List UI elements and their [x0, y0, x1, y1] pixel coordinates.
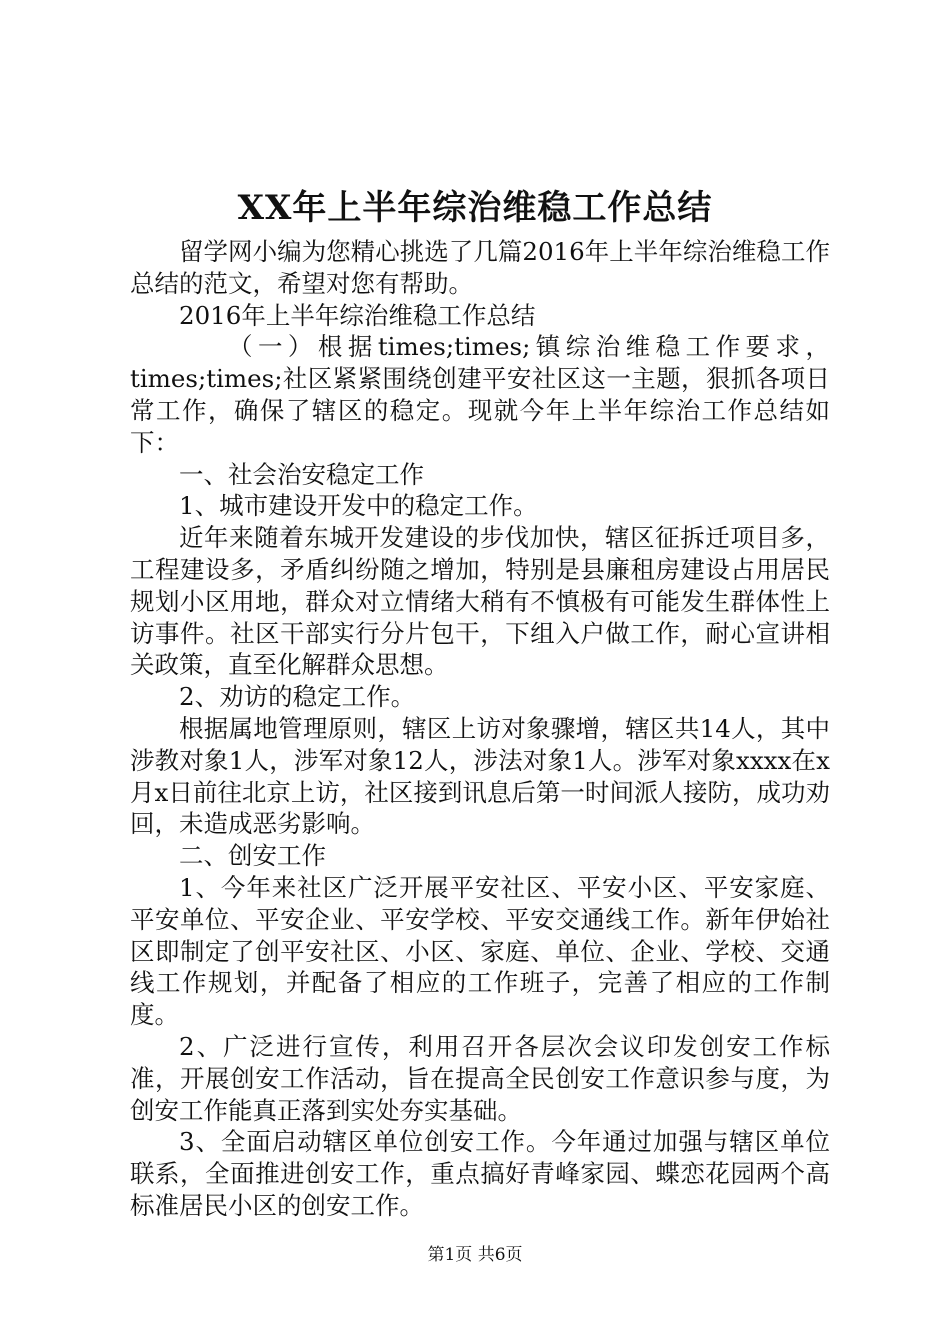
- paragraph: 1、今年来社区广泛开展平安社区、平安小区、平安家庭、平安单位、平安企业、平安学校、平安交通线工作。新年伊始社区即制定了创平安社区、小区、家庭、单位、企业、学校、交通线工作规划，并配备了相应的工作班子，完善了相应的工作制度。: [130, 872, 830, 1030]
- section-heading: 一、社会治安稳定工作: [179, 459, 424, 489]
- document-title: XX年上半年综治维稳工作总结: [237, 188, 713, 228]
- paragraph: （一）根据times;times;镇综治维稳工作要求，times;times;社区紧紧围绕创建平安社区这一主题，狠抓各项日常工作，确保了辖区的稳定。现就今年上半年综治工作总结如下：: [130, 332, 830, 457]
- section-heading: 2016年上半年综治维稳工作总结: [179, 300, 536, 330]
- intro-paragraph: 留学网小编为您精心挑选了几篇2016年上半年综治维稳工作总结的范文，希望对您有帮助。: [130, 237, 830, 298]
- subsection-heading: 2、劝访的稳定工作。: [179, 682, 416, 712]
- paragraph: 根据属地管理原则，辖区上访对象骤增，辖区共14人，其中涉教对象1人，涉军对象12人，涉法对象1人。涉军对象xxxx在x月x日前往北京上访，社区接到讯息后第一时间派人接防，成功劝回，未造成恶劣影响。: [130, 713, 830, 839]
- section-heading: 二、创安工作: [179, 841, 326, 871]
- paragraph: 2、广泛进行宣传，利用召开各层次会议印发创安工作标准，开展创安工作活动，旨在提高全民创安工作意识参与度，为创安工作能真正落到实处夯实基础。: [130, 1031, 830, 1125]
- subsection-heading: 1、城市建设开发中的稳定工作。: [179, 491, 538, 521]
- paragraph: 3、全面启动辖区单位创安工作。今年通过加强与辖区单位联系，全面推进创安工作，重点搞好青峰家园、蝶恋花园两个高标准居民小区的创安工作。: [130, 1127, 830, 1220]
- paragraph: 近年来随着东城开发建设的步伐加快，辖区征拆迁项目多，工程建设多，矛盾纠纷随之增加，特别是县廉租房建设占用居民规划小区用地，群众对立情绪大稍有不慎极有可能发生群体性上访事件。社区干部实行分片包干，下组入户做工作，耐心宣讲相关政策，直至化解群众思想。: [130, 523, 830, 680]
- document-body: [130, 236, 830, 1222]
- page-number-footer: 第1页 共6页: [427, 1245, 523, 1265]
